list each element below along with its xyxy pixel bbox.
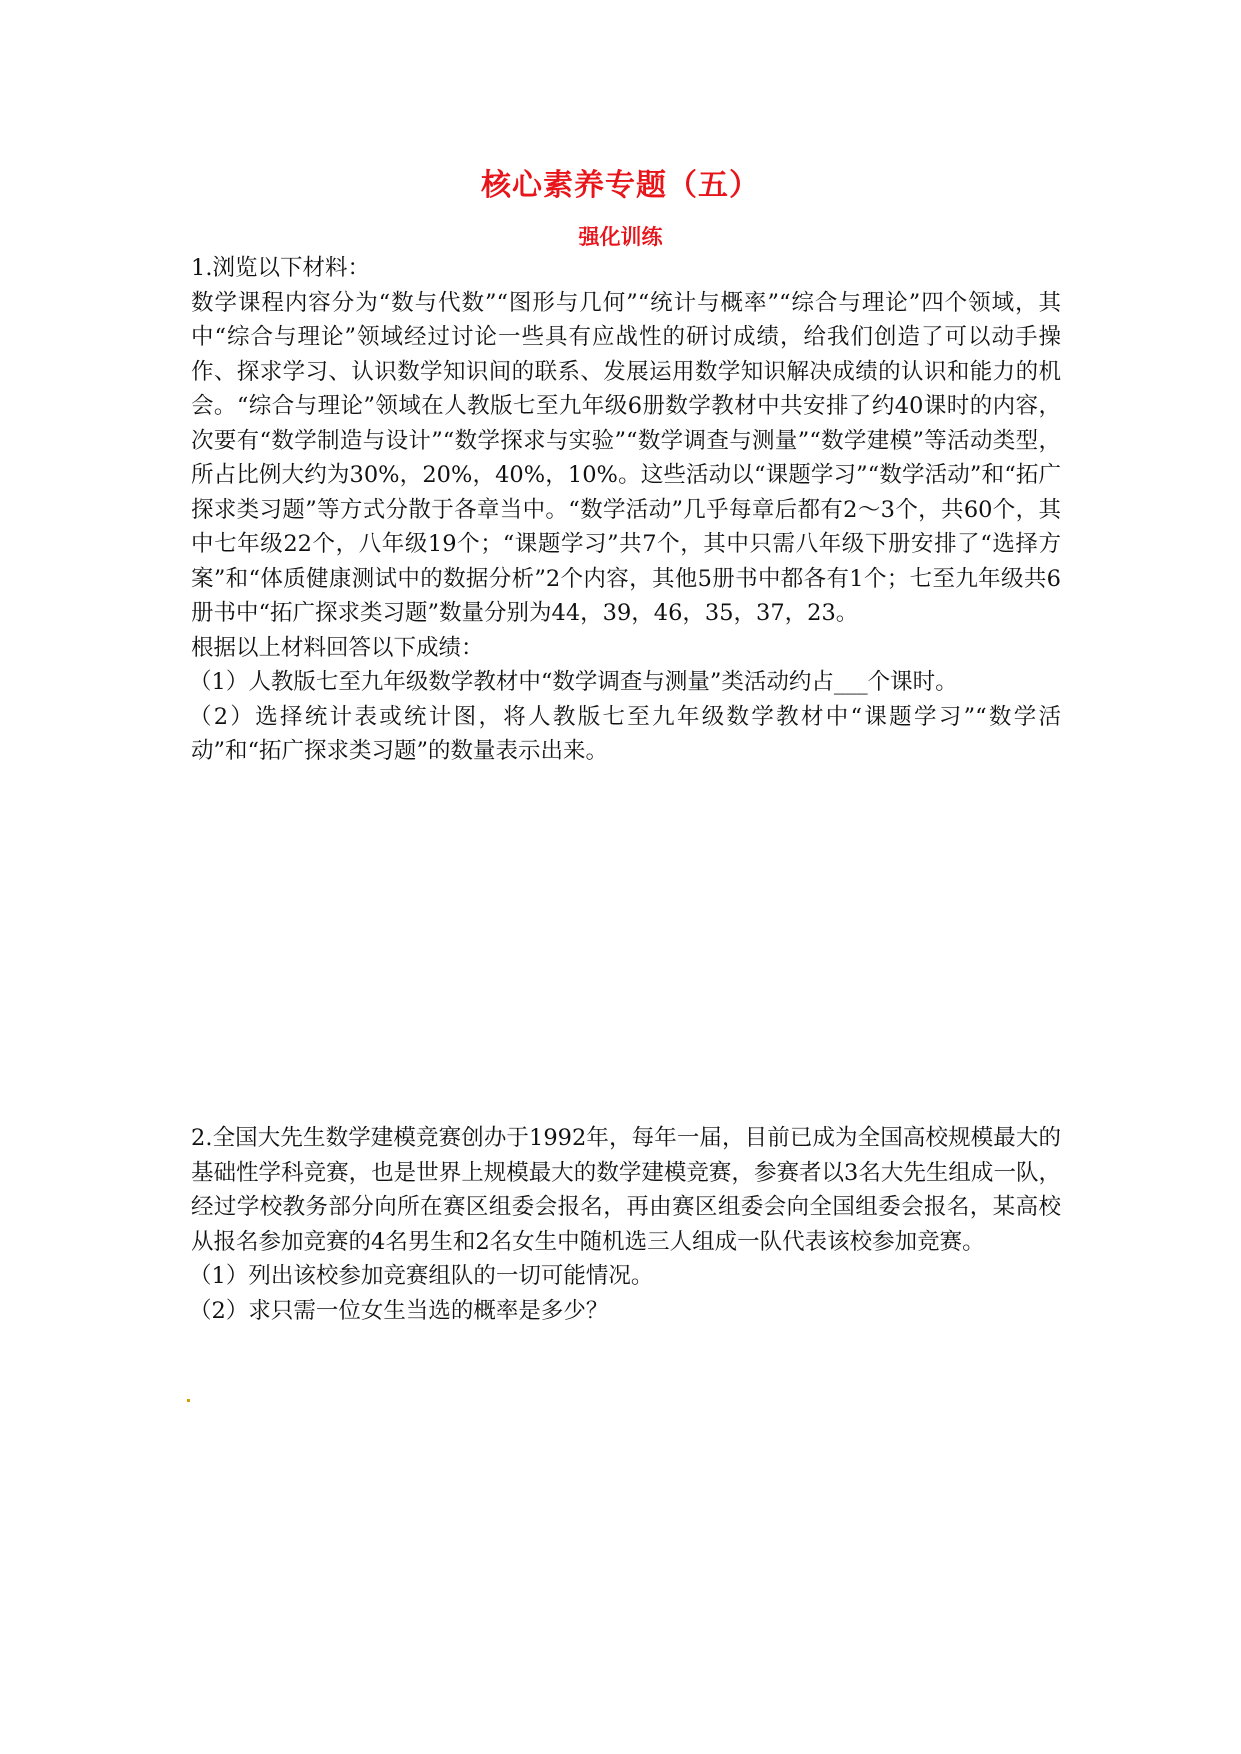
question-1 <box>191 251 1061 769</box>
question-2-part-1: （1）列出该校参加竞赛组队的一切可能情况。 <box>189 1263 654 1289</box>
page-title: 核心素养专题（五） <box>481 168 760 203</box>
question-1-part-2: （2）选择统计表或统计图，将人教版七至九年级数学教材中“课题学习”“数学活动”和“拓广探求类习题”的数量表示出来。 <box>189 703 1061 764</box>
question-1-heading: 1.浏览以下材料： <box>191 255 370 281</box>
question-2 <box>191 1121 1061 1328</box>
question-1-material: 数学课程内容分为“数与代数”“图形与几何”“统计与概率”“综合与理论”四个领域，其中“综合与理论”领域经过讨论一些具有应战性的研讨成绩，给我们创造了可以动手操作、探求学习、认识数学知识间的联系、发展运用数学知识解决成绩的认识和能力的机会。“综合与理论”领域在人教版七至九年级6册数学教材中共安排了约40课时的内容，次要有“数学制造与设计”“数学探求与实验”“数学调查与测量”“数学建模”等活动类型，所占比例大约为30%，20%，40%，10%。这些活动以“课题学习”“数学活动”和“拓广探求类习题”等方式分散于各章当中。“数学活动”几乎每章后都有2～3个，共60个，其中七年级22个，八年级19个；“课题学习”共7个，其中只需八年级下册安排了“选择方案”和“体质健康测试中的数据分析”2个内容，其他5册书中都各有1个；七至九年级共6册书中“拓广探求类习题”数量分别为44，39，46，35，37，23。 <box>191 289 1061 626</box>
stray-mark <box>187 1399 190 1402</box>
question-2-text: 2.全国大先生数学建模竞赛创办于1992年，每年一届，目前已成为全国高校规模最大的基础性学科竞赛，也是世界上规模最大的数学建模竞赛，参赛者以3名大先生组成一队，经过学校教务部分向所在赛区组委会报名，再由赛区组委会向全国组委会报名，某高校从报名参加竞赛的4名男生和2名女生中随机选三人组成一队代表该校参加竞赛。 <box>191 1125 1061 1255</box>
question-2-part-2: （2）求只需一位女生当选的概率是多少？ <box>189 1297 609 1324</box>
page-subtitle: 强化训练 <box>578 225 663 249</box>
question-1-prompt: 根据以上材料回答以下成绩： <box>191 634 484 661</box>
question-1-part-1: （1）人教版七至九年级数学教材中“数学调查与测量”类活动约占___个课时。 <box>189 669 958 695</box>
